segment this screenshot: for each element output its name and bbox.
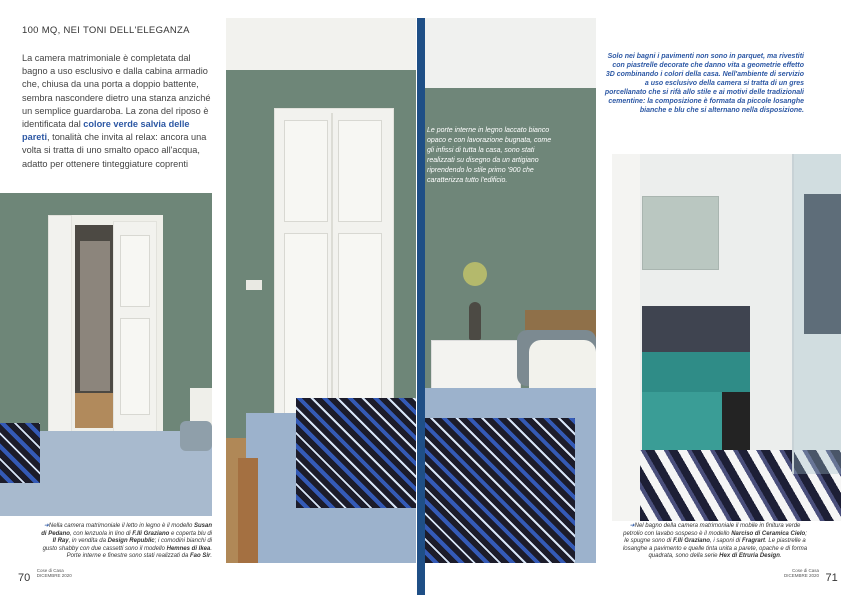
caption-bold: F.lli Graziano — [672, 538, 710, 544]
section-header: 100 MQ, NEI TONI DELL'ELEGANZA — [22, 25, 190, 36]
caption-right — [620, 523, 810, 561]
caption-text: . — [779, 553, 782, 559]
caption-arrow-icon: ➜ — [43, 523, 49, 529]
bed-nightstand-photo — [425, 18, 596, 563]
intro-highlight: colore verde salvia delle pareti — [22, 119, 190, 143]
caption-text: . Le piastrelle a losanghe a pavimento e quelle tinta unita a parete, opache e di forma quadrata, sono della serie — [622, 538, 808, 559]
caption-bold: Hemnes di Ikea — [166, 545, 211, 552]
magazine-name: Cose di Casa DICEMBRE 2020 — [36, 568, 72, 578]
tiles-quote: Solo nei bagni i pavimenti non sono in parquet, ma rivestiti con piastrelle decorate che danno vita a geometrie effetto 3D combinando i colori della casa. Nell'ambiente di servizio a uso esclusivo della camera si tratta di un gres porcellanato che si rifà allo stile e ai motivi delle tradizionali cementine: la composizione è formata da piccole losanghe bianche e blu che si alternano nella disposizione. — [604, 53, 804, 114]
page-number: 71 — [825, 572, 838, 584]
folio-left — [18, 568, 72, 586]
intro-text-1: La camera matrimoniale è completata dal bagno a uso esclusivo e dalla cabina armadio che, chiusa da una porta a doppio battente, sembra nascondere dietro una stanza anziché un semplice guardaroba. La zona del riposo è identificata dal — [22, 53, 211, 130]
magazine-name: Cose di Casa DICEMBRE 2020 — [784, 568, 820, 578]
caption-bold: Narciso di Ceramica Cielo — [731, 530, 806, 537]
caption-text: . Porte interne e finestre sono stati realizzati da — [66, 545, 212, 559]
bedroom-wardrobe-photo — [226, 18, 416, 563]
caption-text: . — [210, 553, 212, 559]
intro-paragraph — [22, 52, 212, 171]
caption-text: Nel bagno della camera matrimoniale il mobile in finitura verde petrolio con lavabo sospeso è il modello — [623, 523, 801, 537]
caption-text: e coperta blu di — [169, 530, 212, 537]
caption-text: , in vendita da — [68, 538, 108, 544]
caption-left — [40, 523, 212, 561]
bathroom-photo — [612, 154, 841, 521]
bedroom-door-photo — [0, 193, 212, 516]
caption-bold: Design Republic — [107, 538, 155, 544]
caption-bold: Fragrart — [742, 538, 766, 544]
caption-bold: Fao Sir — [189, 553, 211, 559]
caption-bold: Il Ray — [52, 538, 69, 544]
intro-text-2: , tonalità che invita al relax: ancora una volta si tratta di uno smalto opaco all'acqua, adatto per ottenere tinteggiature coprenti — [22, 132, 207, 169]
caption-bold: Susan di Pedano — [41, 523, 212, 537]
caption-text: Nella camera matrimoniale il letto in legno è il modello — [48, 523, 194, 529]
caption-text: , i saponi di — [709, 538, 743, 544]
page-number: 70 — [18, 572, 31, 584]
doors-caption: Le porte interne in legno laccato bianco opaco e con lavorazione bugnata, come gli infissi di tutta la casa, sono stati realizzati su disegno da un artigiano riprendendo lo stile primo '900 che caratterizza tutto l'edificio. — [427, 127, 552, 184]
caption-text: ; le spugne sono di — [624, 530, 807, 544]
page-spine — [417, 18, 425, 595]
caption-text: , con lenzuola in lino di — [69, 530, 133, 537]
caption-arrow-icon: ➜ — [629, 523, 635, 529]
caption-bold: F.lli Graziano — [132, 530, 170, 537]
caption-bold: Hex di Etruria Design — [719, 553, 780, 559]
caption-text: ; i comodini bianchi di gusto shabby con due cassetti sono il modello — [42, 538, 212, 552]
folio-right — [784, 568, 838, 586]
